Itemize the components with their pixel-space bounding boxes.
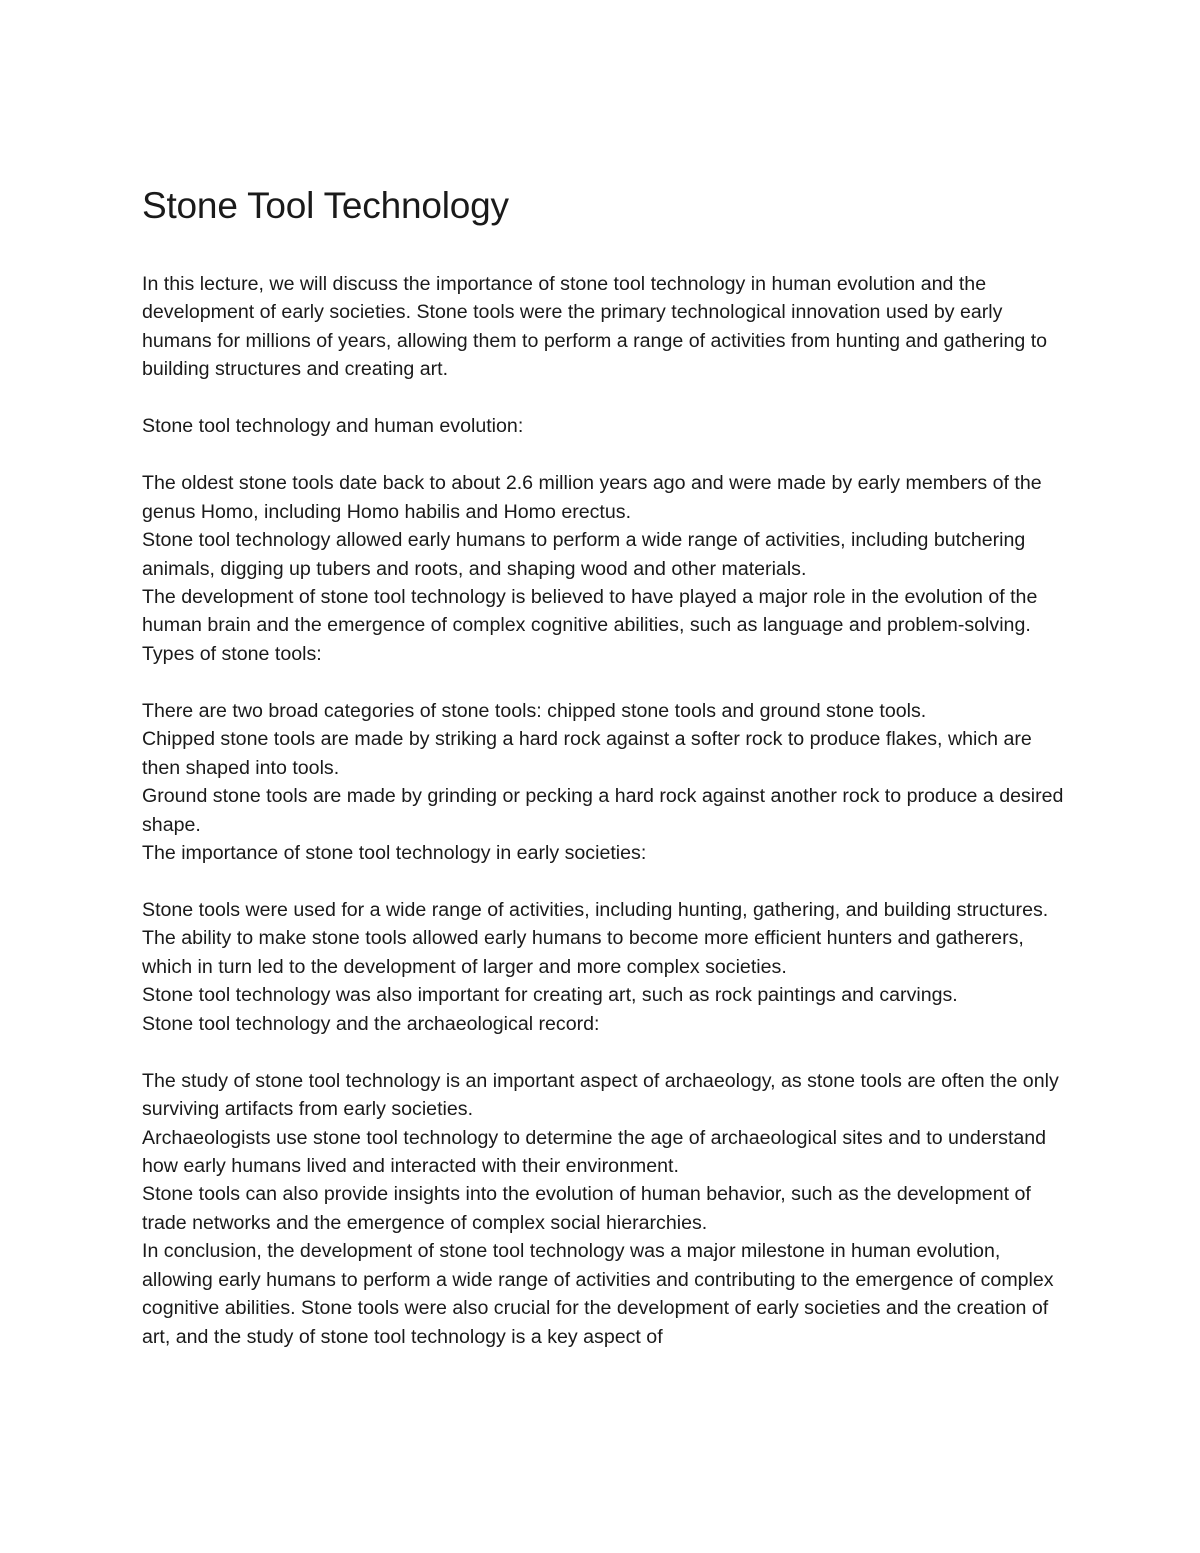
section-paragraph: Stone tools were used for a wide range of activities, including hunting, gathering, and building structures. [142,898,1049,921]
section-paragraph: The oldest stone tools date back to about 2.6 million years ago and were made by early members of the genus Homo, including Homo habilis and Homo erectus. [142,472,1042,523]
paragraph-spacer [142,384,1072,412]
paragraph-spacer [142,1038,1072,1066]
section-paragraph: The development of stone tool technology is believed to have played a major role in the evolution of the human brain and the emergence of complex cognitive abilities, such as language and problem-solving. [142,585,1038,637]
section-paragraph: Chipped stone tools are made by striking a hard rock against a softer rock to produce flakes, which are then shaped into tools. [142,728,1032,779]
section-paragraph: Stone tool technology allowed early humans to perform a wide range of activities, including butchering animals, digging up tubers and roots, and shaping wood and other materials. [142,529,1026,580]
section-paragraph: Ground stone tools are made by grinding or pecking a hard rock against another rock to produce a desired shape. [142,785,1064,836]
paragraph-spacer [142,668,1072,696]
section-paragraph: In conclusion, the development of stone tool technology was a major milestone in human evolution, allowing early humans to perform a wide range of activities and contributing to the emergence of complex cognitive abilities. Stone tools were also crucial for the development of early societies and the creation of art, and the study of stone tool technology is a key aspect of [142,1240,1054,1348]
section-heading: Types of stone tools: [142,642,322,665]
section-paragraph: Stone tools can also provide insights into the evolution of human behavior, such as the development of trade networks and the emergence of complex social hierarchies. [142,1183,1031,1234]
document-content [142,178,1072,1351]
section-paragraph: The ability to make stone tools allowed early humans to become more efficient hunters and gatherers, which in turn led to the development of larger and more complex societies. [142,927,1024,978]
section-heading: Stone tool technology and the archaeological record: [142,1012,600,1035]
section-paragraph: The study of stone tool technology is an important aspect of archaeology, as stone tools are often the only surviving artifacts from early societies. [142,1069,1059,1121]
section-paragraph: Stone tool technology was also important for creating art, such as rock paintings and carvings. [142,984,958,1007]
section-paragraph: There are two broad categories of stone tools: chipped stone tools and ground stone tools. [142,699,927,722]
paragraph-spacer [142,867,1072,895]
intro-paragraph: In this lecture, we will discuss the importance of stone tool technology in human evolution and the development of early societies. Stone tools were the primary technological innovation used by early humans for millions of years, allowing them to perform a range of activities from hunting and gathering to building structures and creating art. [142,273,1048,381]
paragraph-spacer [142,441,1072,469]
document-title: Stone Tool Technology [142,185,509,226]
document-body [142,270,1072,1351]
section-heading: Stone tool technology and human evolution: [142,415,524,438]
section-heading: The importance of stone tool technology in early societies: [142,842,647,865]
section-paragraph: Archaeologists use stone tool technology to determine the age of archaeological sites and to understand how early humans lived and interacted with their environment. [142,1126,1047,1177]
